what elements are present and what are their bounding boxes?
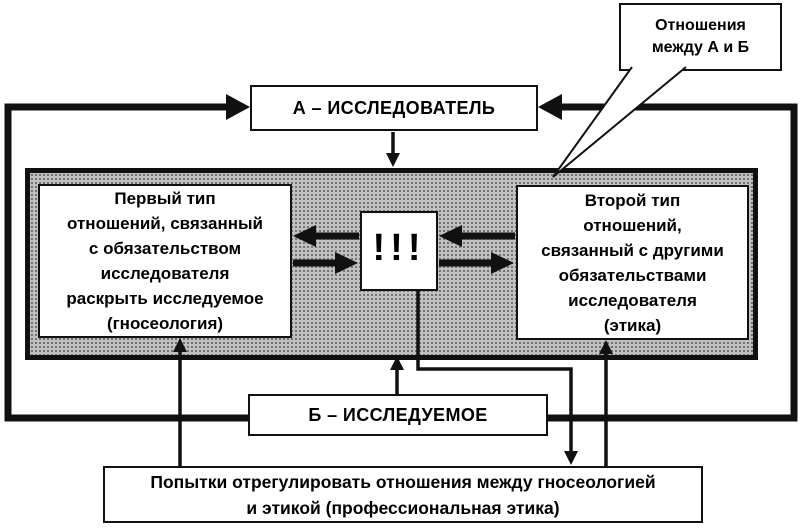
second-type-line: связанный с другими bbox=[541, 240, 724, 260]
callout-pointer bbox=[553, 67, 686, 177]
callout-line: Отношения bbox=[655, 17, 746, 34]
second-type-line: обязательствами bbox=[558, 265, 707, 285]
arrow-b-to-zone bbox=[390, 356, 404, 394]
second-type-line: Второй тип bbox=[584, 190, 681, 210]
arrow-a-to-zone bbox=[386, 132, 400, 167]
attempts-line: Попытки отрегулировать отношения между гносеологией bbox=[150, 471, 656, 492]
second-type-line: отношений, bbox=[583, 215, 682, 235]
node-a-researcher bbox=[250, 85, 538, 131]
second-type-box bbox=[516, 185, 749, 340]
attempts-box bbox=[103, 466, 703, 523]
node-b-label: Б – ИССЛЕДУЕМОЕ bbox=[308, 404, 488, 425]
conflict-box bbox=[360, 211, 438, 291]
conflict-label: !!! bbox=[372, 227, 426, 269]
callout-relations-a-b bbox=[619, 3, 782, 71]
node-a-label: А – ИССЛЕДОВАТЕЛЬ bbox=[292, 97, 496, 118]
first-type-box bbox=[38, 184, 292, 338]
second-type-line: (этика) bbox=[603, 315, 662, 335]
first-type-line: отношений, связанный bbox=[67, 214, 263, 233]
second-type-line: исследователя bbox=[568, 290, 697, 310]
first-type-line: Первый тип bbox=[114, 189, 216, 208]
first-type-line: раскрыть исследуемое bbox=[66, 289, 264, 308]
first-type-line: исследователя bbox=[100, 264, 230, 283]
callout-line: между А и Б bbox=[651, 39, 750, 56]
arrowhead-into-a-left bbox=[226, 94, 250, 120]
first-type-line: с обязательством bbox=[88, 239, 242, 258]
arrowhead-into-a-right bbox=[538, 94, 562, 120]
attempts-line: и этикой (профессиональная этика) bbox=[246, 497, 560, 518]
node-b-researched bbox=[248, 394, 548, 436]
first-type-line: (гносеология) bbox=[106, 314, 224, 333]
